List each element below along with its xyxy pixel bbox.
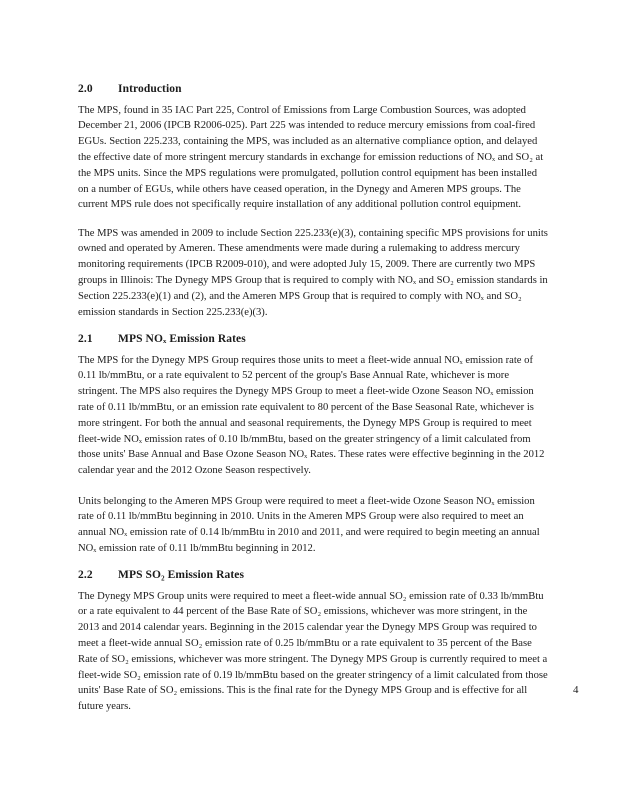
- section-title: MPS SO₂ Emission Rates: [118, 569, 245, 581]
- section-heading-so2-emission-rates: [78, 569, 244, 581]
- section-heading-nox-emission-rates: [78, 333, 246, 345]
- paragraph: The MPS was amended in 2009 to include Section 225.233(e)(3), containing specific MPS provisions for units owned and operated by Ameren. These amendments were made during a rulemaking to address mercury monitoring requirements (IPCB R2009-010), and were adopted July 15, 2009. There are currently two MPS groups in Illinois: The Dynegy MPS Group that is required to comply with NOₓ and SO₂ emission standards in Section 225.233(e)(1) and (2), and the Ameren MPS Group that is required to comply with NOₓ and SO₂ emission standards in Section 225.233(e)(3).: [78, 227, 548, 318]
- paragraph: Units belonging to the Ameren MPS Group were required to meet a fleet-wide Ozone Season NOₓ emission rate of 0.11 lb/mmBtu beginning in 2010. Units in the Ameren MPS Group were also required to meet an annual NOₓ emission rate of 0.14 lb/mmBtu in 2010 and 2011, and were required to begin meeting an annual NOₓ emission rate of 0.11 lb/mmBtu beginning in 2012.: [78, 495, 540, 554]
- section-number: 2.0: [78, 83, 93, 95]
- section-title: MPS NOₓ Emission Rates: [118, 333, 246, 345]
- paragraph: The MPS for the Dynegy MPS Group requires those units to meet a fleet-wide annual NOₓ emission rate of 0.11 lb/mmBtu, or a rate equivalent to 52 percent of the group's Base Annual Rate, whichever is more stringent. The MPS also requires the Dynegy MPS Group to meet a fleet-wide Ozone Season NOₓ emission rate of 0.11 lb/mmBtu, or an emission rate equivalent to 80 percent of the Base Seasonal Rate, whichever is more stringent. For both the annual and seasonal requirements, the Dynegy MPS Group is required to meet fleet-wide NOₓ emission rates of 0.10 lb/mmBtu, based on the greater stringency of a limit calculated from those units' Base Annual and Base Ozone Season NOₓ Rates. These rates were effective beginning in the 2012 calendar year and the 2012 Ozone Season respectively.: [78, 354, 545, 477]
- section-heading-introduction: [78, 83, 182, 95]
- paragraph: The MPS, found in 35 IAC Part 225, Control of Emissions from Large Combustion Sources, was adopted December 21, 2006 (IPCB R2006-025). Part 225 was intended to reduce mercury emissions from coal-fired EGUs. Section 225.233, containing the MPS, was included as an alternative compliance option, and delayed the effective date of more stringent mercury standards in exchange for emission reductions of NOₓ and SO₂ at the MPS units. Since the MPS regulations were promulgated, pollution control equipment has been installed on a number of EGUs, while others have ceased operation, in the Dynegy and Ameren MPS groups. The current MPS rule does not specifically require installation of any additional pollution control equipment.: [78, 104, 544, 211]
- section-title: Introduction: [118, 83, 182, 95]
- paragraph: The Dynegy MPS Group units were required to meet a fleet-wide annual SO₂ emission rate of 0.33 lb/mmBtu or a rate equivalent to 44 percent of the Base Rate of SO₂ emissions, whichever was more stringent, in the 2013 and 2014 calendar years. Beginning in the 2015 calendar year the Dynegy MPS Group was required to meet a fleet-wide annual SO₂ emission rate of 0.25 lb/mmBtu or a rate equivalent to 35 percent of the Base Rate of SO₂ emissions, whichever was more stringent. The Dynegy MPS Group is currently required to meet a fleet-wide SO₂ emission rate of 0.19 lb/mmBtu based on the greater stringency of a limit calculated from those units' Base Rate of SO₂ emissions. This is the final rate for the Dynegy MPS Group and is effective for all future years.: [78, 590, 548, 713]
- section-number: 2.2: [78, 569, 93, 581]
- section-number: 2.1: [78, 333, 93, 345]
- page-number: 4: [573, 684, 579, 696]
